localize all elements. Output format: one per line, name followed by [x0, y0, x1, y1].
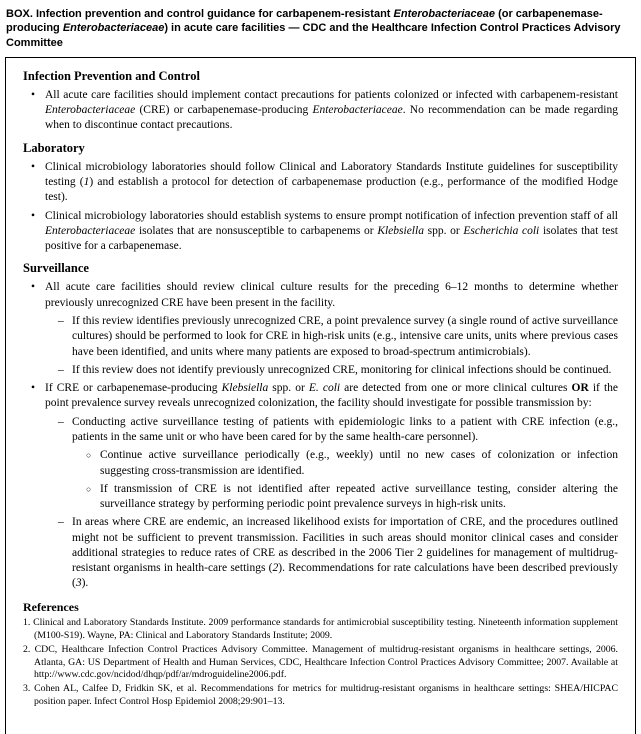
bullet-item	[23, 280, 618, 311]
circle-marker: ○	[86, 450, 92, 461]
bullet-text: If CRE or carbapenemase-producing Klebsiella spp. or E. coli are detected from one or more clinical cultures OR if the point prevalence survey reveals unrecognized colonization, the facility should investigate for possible transmission by:	[45, 382, 619, 410]
dash-marker: –	[58, 415, 64, 428]
bullet-text: All acute care facilities should review clinical culture results for the preceding 6–12 months to determine whether previously unrecognized CRE have been present in the facility.	[45, 281, 618, 309]
section-heading-laboratory: Laboratory	[23, 140, 85, 155]
bullet-marker: •	[31, 209, 36, 222]
section-heading-surveillance: Surveillance	[23, 261, 89, 276]
section-heading-references: References	[23, 599, 79, 614]
box-title: BOX. Infection prevention and control guidance for carbapenem-resistant Enterobacteriaceae (or carbapenemase-producing Enterobacteriaceae) in acute care facilities — CDC and the Healthcare Infection Control Practices Advisory Committee	[6, 8, 621, 49]
bullet-text: Conducting active surveillance testing of patients with epidemiologic links to a patient with CRE infection (e.g., patients in the same unit or who have been cared for by the same health-care personnel).	[72, 415, 618, 443]
circle-marker: ○	[86, 483, 92, 494]
bullet-item	[23, 88, 618, 134]
bullet-text: If this review does not identify previously unrecognized CRE, monitoring for clinical infections should be continued.	[72, 363, 612, 376]
content-frame	[5, 57, 636, 734]
dash-marker: –	[58, 363, 64, 376]
bullet-text: All acute care facilities should implement contact precautions for patients colonized or infected with carbapenem-resistant Enterobacteriaceae (CRE) or carbapenemase-producing Enterobacteriaceae. No recommendation can be made regarding when to discontinue contact precautions.	[45, 88, 618, 132]
bullet-text: Continue active surveillance periodically (e.g., weekly) until no new cases of colonization or infection suggesting cross-transmission are identified.	[100, 449, 618, 477]
bullet-item	[23, 209, 618, 255]
bullet-text: Clinical microbiology laboratories should follow Clinical and Laboratory Standards Institute guidelines for susceptibility testing (1) and establish a protocol for detection of carbapenemase production (e.g., performance of the modified Hodge test).	[45, 160, 618, 204]
dash-sub-item	[23, 363, 618, 378]
dash-sub-item	[23, 515, 618, 591]
bullet-text: If this review identifies previously unrecognized CRE, a point prevalence survey (a single round of active surveillance cultures) should be performed to look for CRE in high-risk units (e.g., intensive care units, units where previous cases have been identified, and units where many patients are exposed to broad-spectrum antimicrobials).	[72, 314, 618, 358]
bullet-marker: •	[31, 88, 36, 101]
dash-marker: –	[58, 314, 64, 327]
section-heading-infection-prevention-and-control: Infection Prevention and Control	[23, 68, 200, 83]
bullet-marker: •	[31, 281, 36, 294]
reference-item: 3. Cohen AL, Calfee D, Fridkin SK, et al. Recommendations for metrics for multidrug-resistant organisms in healthcare settings: SHEA/HICPAC position paper. Infect Control Hosp Epidemiol 2008;29:901–13.	[23, 683, 618, 708]
reference-item: 1. Clinical and Laboratory Standards Institute. 2009 performance standards for antimicrobial susceptibility testing. Nineteenth information supplement (M100-S19). Wayne, PA: Clinical and Laboratory Standards Institute; 2009.	[23, 616, 618, 641]
dash-sub-item	[23, 314, 618, 360]
circle-sub-item	[23, 448, 618, 479]
dash-sub-item	[23, 415, 618, 446]
bullet-text: Clinical microbiology laboratories should establish systems to ensure prompt notification of infection prevention staff of all Enterobacteriaceae isolates that are nonsusceptible to carbapenems or Klebsiella spp. or Escherichia coli isolates that test positive for a carbapenemase.	[45, 209, 618, 253]
reference-item: 2. CDC, Healthcare Infection Control Practices Advisory Committee. Management of multidrug-resistant organisms in healthcare settings, 2006. Atlanta, GA: US Department of Health and Human Services, CDC, Healthcare Infection Control Practices Advisory Committee; 2007. Available at http://www.cdc.gov/ncidod/dhqp/pdf/ar/mdroguideline2006.pdf.	[23, 643, 618, 681]
bullet-text: In areas where CRE are endemic, an increased likelihood exists for importation of CRE, and the procedures outlined might not be sufficient to prevent transmission. Facilities in such areas should monitor clinical cases and consider additional strategies to reduce rates of CRE as described in the 2006 Tier 2 guidelines for management of multidrug-resistant organisms in health-care settings (2). Recommendations for rate calculations have been described previously (3).	[72, 516, 618, 590]
dash-marker: –	[58, 516, 64, 529]
circle-sub-item	[23, 482, 618, 513]
bullet-item	[23, 381, 618, 412]
bullet-marker: •	[31, 160, 36, 173]
bullet-marker: •	[31, 382, 36, 395]
bullet-item	[23, 160, 618, 206]
bullet-text: If transmission of CRE is not identified after repeated active surveillance testing, consider altering the surveillance strategy by performing periodic point prevalence surveys in high-risk units.	[100, 482, 618, 511]
